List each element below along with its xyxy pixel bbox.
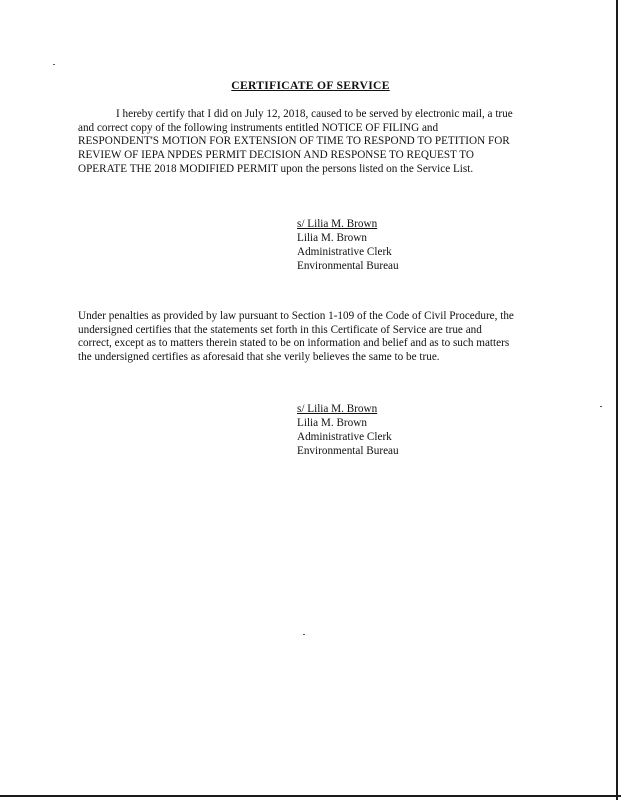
scan-edge-right (616, 0, 618, 800)
paragraph-line: RESPONDENT'S MOTION FOR EXTENSION OF TIME TO RESPOND TO PETITION FOR (78, 135, 510, 148)
paragraph-line: REVIEW OF IEPA NPDES PERMIT DECISION AND RESPONSE TO REQUEST TO (78, 149, 474, 162)
paragraph-line: I hereby certify that I did on July 12, 2018, caused to be served by electronic mail, a true (116, 108, 513, 120)
paragraph-line: and correct copy of the following instruments entitled NOTICE OF FILING and (78, 121, 439, 134)
scan-speck (53, 64, 55, 65)
electronic-signature: s/ Lilia M. Brown (297, 403, 378, 415)
electronic-signature: s/ Lilia M. Brown (297, 218, 378, 230)
signature-block (297, 217, 537, 273)
certification-paragraph (78, 108, 558, 177)
signer-department: Environmental Bureau (297, 260, 399, 272)
scan-edge-bottom (0, 795, 621, 797)
scan-speck (303, 634, 305, 635)
paragraph-line: Under penalties as provided by law pursuant to Section 1-109 of the Code of Civil Procedure, the (78, 310, 514, 322)
paragraph-line: correct, except as to matters therein stated to be on information and belief and as to such matters (78, 337, 510, 350)
scan-speck (600, 406, 602, 407)
signer-name: Lilia M. Brown (297, 417, 367, 429)
signer-title: Administrative Clerk (297, 246, 392, 258)
penalties-paragraph (78, 310, 558, 365)
paragraph-line: OPERATE THE 2018 MODIFIED PERMIT upon the persons listed on the Service List. (78, 162, 474, 175)
signer-department: Environmental Bureau (297, 445, 399, 457)
signer-title: Administrative Clerk (297, 431, 392, 443)
paragraph-line: undersigned certifies that the statements set forth in this Certificate of Service are true and (78, 323, 482, 336)
paragraph-line: the undersigned certifies as aforesaid that she verily believes the same to be true. (78, 351, 440, 364)
document-title: CERTIFICATE OF SERVICE (231, 79, 390, 92)
signature-block (297, 402, 537, 458)
signer-name: Lilia M. Brown (297, 232, 367, 244)
